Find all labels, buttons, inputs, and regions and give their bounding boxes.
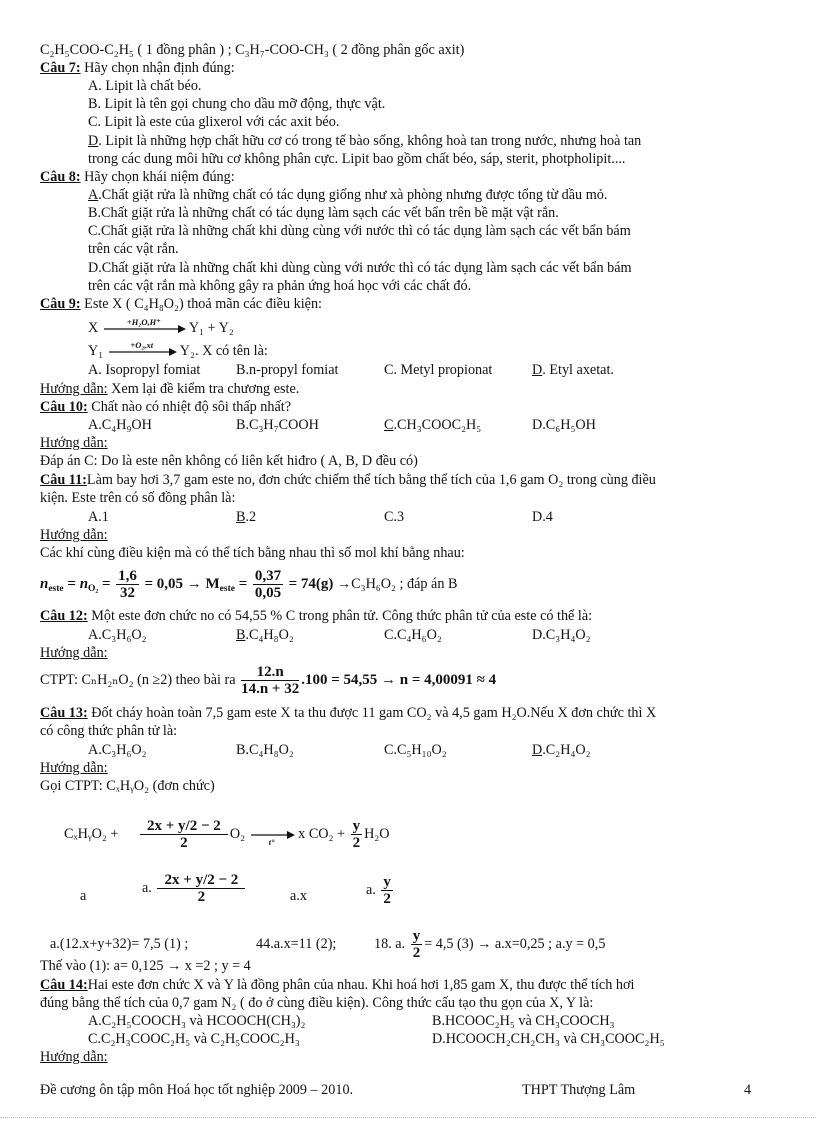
question-8 [40, 169, 235, 186]
question-text: Hãy chọn nhận định đúng: [80, 60, 235, 76]
option-d: D.HCOOCH₂CH₂CH₃ và CH₃COOC₂H₅ [432, 1031, 665, 1047]
mole-h2o [366, 872, 395, 908]
question-text: Một este đơn chức no có 54,55 % C trong phân tử. Công thức phân tử của este có thể là: [87, 608, 593, 624]
option-a: A. Isopropyl fomiat [88, 362, 201, 378]
eq-text: CTPT: CₙH₂ₙO₂ (n ≥2) theo bài ra [40, 672, 236, 688]
option-c-cont: trên các vật rắn. [88, 241, 179, 257]
question-label: Câu 12: [40, 608, 88, 624]
denominator: 2 [412, 945, 421, 962]
eq-symbol: n [79, 576, 89, 592]
option-c: C.Chất giặt rửa là những chất khi dùng cùng với nước thì có tác dụng làm sạch các vết bẩn bám [88, 223, 631, 239]
option-c [384, 417, 481, 434]
answer-key: D [532, 742, 543, 758]
option-b [236, 509, 256, 526]
footer-school: THPT Thượng Lâm [522, 1082, 636, 1098]
question-label: Câu 10: [40, 399, 88, 415]
option-c: C.C₄H₆O₂ [384, 627, 442, 643]
mole-co2: a.x [290, 888, 307, 904]
option-text: . Etyl axetat. [542, 362, 614, 378]
option-d: D.4 [532, 509, 553, 525]
eq-sub: O₂ [88, 584, 99, 594]
answer-key: B [236, 509, 246, 525]
question-label: Câu 8: [40, 169, 81, 185]
eq-3 [374, 926, 605, 962]
option-text: .C₂H₄O₂ [542, 742, 591, 758]
option-d [532, 742, 591, 759]
page-edge-divider [0, 1117, 816, 1118]
option-b: B.HCOOC₂H₅ và CH₃COOCH₃ [432, 1013, 615, 1029]
question-text: Đốt cháy hoàn toàn 7,5 gam este X ta thu được 11 gam CO₂ và 4,5 gam H₂O.Nếu X đơn chức thì X [87, 705, 657, 721]
question-text: Làm bay hơi 3,7 gam este no, đơn chức chiếm thể tích bằng thể tích của 1,6 gam O₂ trong cùng điều [86, 472, 656, 488]
option-text: . Lipit là những hợp chất hữu cơ có trong tế bào sống, không hoà tan trong nước, nhưng hoà tan [98, 133, 642, 149]
guide-label-text: Hướng dẫn: [40, 1049, 108, 1065]
question-text: Este X ( C₄H₈O₂) thoả mãn các điều kiện: [80, 296, 322, 312]
fraction [241, 664, 299, 697]
option-c: C. Metyl propionat [384, 362, 493, 378]
option-d-cont: trên các vật rắn mà không gây ra phản ứng hoá học với các chất đó. [88, 278, 472, 294]
text-line: C₂H₅COO-C₂H₅ ( 1 đồng phân ) ; C₃H₇-COO-CH₃ ( 2 đồng phân gốc axit) [40, 42, 465, 58]
fraction [140, 818, 228, 851]
option-b: B. Lipit là tên gọi chung cho dầu mỡ động, thực vật. [88, 96, 386, 112]
numerator: 2x + y/2 − 2 [157, 872, 245, 889]
question-text: Hai este đơn chức X và Y là đồng phân của nhau. Khi hoá hơi 1,85 gam X, thu được thể tích hơi [87, 977, 635, 993]
option-a: A.C₃H₆O₂ [88, 627, 147, 643]
numerator: 1,6 [118, 568, 137, 585]
question-7 [40, 60, 235, 77]
fraction [157, 872, 245, 905]
guide-label-text: Hướng dẫn: [40, 760, 108, 776]
denominator: 2 [352, 835, 361, 852]
question-12 [40, 608, 592, 625]
page-number: 4 [744, 1082, 752, 1098]
eq-symbol: n [40, 576, 49, 592]
option-a: A.C₃H₆O₂ [88, 742, 147, 758]
question-9 [40, 296, 322, 313]
eq-tail: →C₃H₆O₂ ; đáp án B [336, 576, 458, 592]
eq-text: = 74(g) [288, 576, 334, 592]
question-label: Câu 11: [40, 472, 87, 488]
option-d: D.C₃H₄O₂ [532, 627, 591, 643]
numerator: y [352, 818, 361, 835]
option-d: D.Chất giặt rửa là những chất khi dùng cùng với nước thì có tác dụng làm sạch các vết bẩn bám [88, 260, 632, 276]
option-d [532, 362, 614, 379]
eq-text: = 0,05 → M [144, 576, 220, 592]
option-text: .CH₃COOC₂H₅ [393, 417, 482, 433]
denominator: 2 [383, 891, 391, 908]
eq-sub: este [219, 584, 235, 594]
guide-label-text: Hướng dẫn: [40, 645, 108, 661]
eq-text: = 4,5 (3) → a.x=0,25 ; a.y = 0,5 [424, 936, 606, 952]
answer-key: D [532, 362, 543, 378]
option-a: A.1 [88, 509, 109, 525]
eq-sub: este [48, 584, 64, 594]
guide-text: Gọi CTPT: CₓHᵧO₂ (đơn chức) [40, 778, 215, 794]
option-a: A.C₂H₅COOCH₃ và HCOOCH(CH₃)₂ [88, 1013, 306, 1029]
guide-label-text: Hướng dẫn: [40, 435, 108, 451]
guide-label: Hướng dẫn: [40, 381, 108, 397]
arrow-label: t° [268, 836, 275, 847]
eq-1: a.(12.x+y+32)= 7,5 (1) ; [50, 936, 189, 952]
products: Y₂. X có tên là: [179, 343, 268, 359]
eq-2: 44.a.x=11 (2); [256, 936, 337, 952]
reactant: Y₁ [88, 343, 104, 359]
oxygen: O₂ [229, 826, 246, 842]
reaction-arrow [102, 316, 186, 334]
guide [40, 381, 299, 398]
combustion-equation [64, 812, 390, 856]
water: H₂O [364, 826, 390, 842]
option-text: .2 [245, 509, 257, 525]
question-text: Hãy chọn khái niệm đúng: [80, 169, 235, 185]
products: x CO₂ + [298, 826, 346, 842]
reaction-1 [88, 316, 234, 337]
equation: $n_{este} = n_{O_2}$ = $\frac{1,6}{32}$ = $0,05 \to M_{este}$ = $\frac{0,37}{0,05}$ = 74(g) →C₃H₆O₂ ; đáp án B [40, 568, 458, 602]
numerator: 2x + y/2 − 2 [140, 818, 228, 835]
option-b [236, 627, 294, 644]
question-10 [40, 399, 291, 416]
option-a: A.C₄H₉OH [88, 417, 152, 433]
fraction [116, 568, 139, 601]
option-c: C. Lipit là este của glixerol với các axit béo. [88, 114, 340, 130]
question-label: Câu 9: [40, 296, 81, 312]
mole-a: a [80, 888, 87, 904]
guide-label [40, 645, 108, 662]
answer-key: C [384, 417, 394, 433]
reaction-arrow [249, 830, 295, 847]
question-text-cont: có công thức phân tử là: [40, 723, 178, 739]
denominator: 2 [180, 835, 188, 852]
coef: a. [142, 880, 152, 896]
fraction [381, 874, 393, 907]
fraction [411, 928, 423, 961]
answer-key: B [236, 627, 246, 643]
question-label: Câu 14: [40, 977, 88, 993]
guide-text: Các khí cùng điều kiện mà có thể tích bằng nhau thì số mol khí bằng nhau: [40, 545, 465, 561]
numerator: y [412, 928, 421, 945]
denominator: 32 [120, 585, 136, 602]
numerator: 0,37 [254, 568, 282, 585]
question-14 [40, 977, 634, 994]
reaction-arrow [107, 339, 177, 357]
question-13 [40, 705, 656, 722]
guide-label-text: Hướng dẫn: [40, 527, 108, 543]
option-b: B.C₃H₇COOH [236, 417, 319, 433]
option-c: C.C₅H₁₀O₂ [384, 742, 447, 758]
answer-key: A [88, 187, 99, 203]
guide-text: Đáp án C: Do là este nên không có liên kết hiđro ( A, B, D đều có) [40, 453, 418, 469]
answer-key: D [88, 133, 99, 149]
arrow-label: +O₂,xt [130, 339, 154, 350]
numerator: y [383, 874, 391, 891]
eq-result: Thế vào (1): a= 0,125 → x =2 ; y = 4 [40, 958, 251, 974]
guide-label [40, 435, 108, 452]
option-a: A. Lipit là chất béo. [88, 78, 202, 94]
question-label: Câu 7: [40, 60, 81, 76]
question-text-cont: đúng bằng thể tích của 0,7 gam N₂ ( đo ở cùng điều kiện). Công thức cấu tạo thu gọn của X, Y là: [40, 995, 594, 1011]
option-text: .Chất giặt rửa là những chất có tác dụng giống như xà phòng nhưng được tổng từ dầu mỏ. [98, 187, 608, 203]
reactant: X [88, 320, 99, 336]
reactant: CₓHᵧO₂ + [64, 826, 119, 842]
fraction [253, 568, 283, 601]
question-11 [40, 472, 656, 489]
denominator: 0,05 [254, 585, 282, 602]
option-text: .C₄H₈O₂ [245, 627, 294, 643]
question-label: Câu 13: [40, 705, 88, 721]
question-text: Chất nào có nhiệt độ sôi thấp nhất? [87, 399, 292, 415]
option-b: B.n-propyl fomiat [236, 362, 339, 378]
products: Y₁ + Y₂ [188, 320, 234, 336]
question-text-cont: kiện. Este trên có số đồng phân là: [40, 490, 236, 506]
coef: a. [366, 882, 376, 898]
guide-label [40, 1049, 108, 1066]
option-c: C.C₂H₃COOC₂H₅ và C₂H₅COOC₂H₃ [88, 1031, 300, 1047]
option-b: B.Chất giặt rửa là những chất có tác dụng làm sạch các vết bẩn trên bề mặt vật rắn. [88, 205, 559, 221]
fraction [351, 818, 363, 851]
mole-o2 [142, 866, 247, 910]
option-b: B.C₄H₈O₂ [236, 742, 294, 758]
guide-label [40, 760, 108, 777]
denominator: 2 [197, 889, 206, 906]
guide-label [40, 527, 108, 544]
denominator: 14.n + 32 [241, 681, 300, 698]
option-a [88, 187, 607, 204]
numerator: 12.n [241, 664, 299, 681]
reaction-2 [88, 339, 268, 360]
footer-title: Đề cương ôn tập môn Hoá học tốt nghiệp 2009 – 2010. [40, 1082, 354, 1098]
option-d [88, 133, 641, 150]
equation [40, 662, 496, 698]
option-d: D.C₆H₅OH [532, 417, 596, 433]
option-c: C.3 [384, 509, 405, 525]
eq-text: .100 = 54,55 → n = 4,00091 ≈ 4 [301, 672, 497, 688]
arrow-label: +H₂O,H⁺ [126, 316, 161, 327]
eq-text: 18. a. [374, 936, 406, 952]
option-d-cont: trong các dung môi hữu cơ không phân cực. Lipit bao gồm chất béo, sáp, sterit, photpholipit.... [88, 151, 626, 167]
guide-text: Xem lại đề kiểm tra chương este. [107, 381, 300, 397]
